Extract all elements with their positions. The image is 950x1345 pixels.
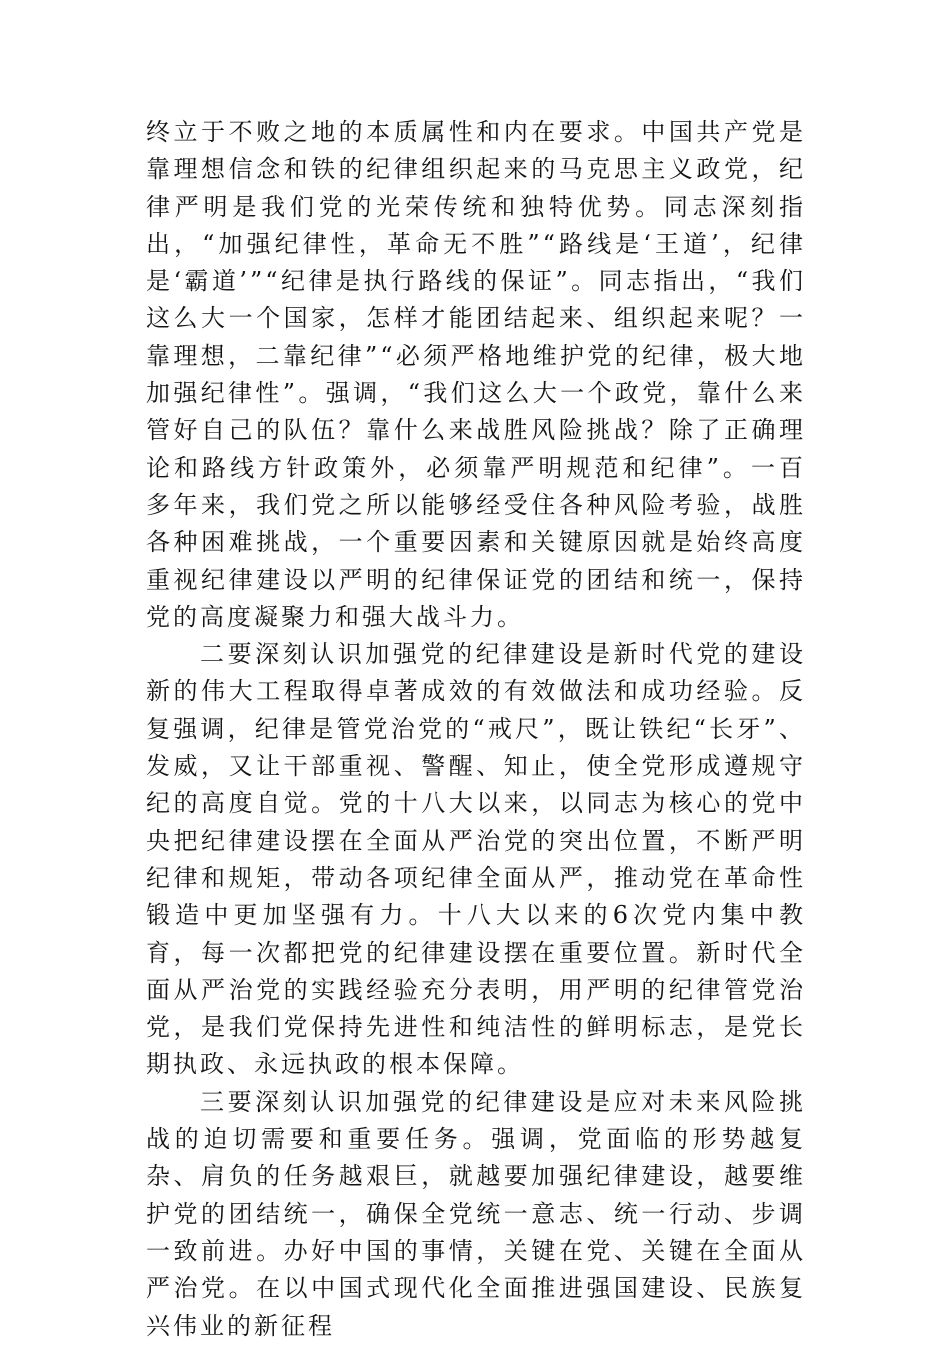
paragraph-2: 二要深刻认识加强党的纪律建设是新时代党的建设新的伟大工程取得卓著成效的有效做法和成功经验。反复强调，纪律是管党治党的“戒尺”，既让铁纪“长牙”、发威，又让干部重视、警醒、知止，使全党形成遵规守纪的高度自觉。党的十八大以来，以同志为核心的党中央把纪律建设摆在全面从严治党的突出位置，不断严明纪律和规矩，带动各项纪律全面从严，推动党在革命性锻造中更加坚强有力。十八大以来的6次党内集中教育，每一次都把党的纪律建设摆在重要位置。新时代全面从严治党的实践经验充分表明，用严明的纪律管党治党，是我们党保持先进性和纯洁性的鲜明标志，是党长期执政、永远执政的根本保障。 xyxy=(146,640,806,1079)
paragraph-3: 三要深刻认识加强党的纪律建设是应对未来风险挑战的迫切需要和重要任务。强调，党面临的形势越复杂、肩负的任务越艰巨，就越要加强纪律建设，越要维护党的团结统一，确保全党统一意志、统一行动、步调一致前进。办好中国的事情，关键在党、关键在全面从严治党。在以中国式现代化全面推进强国建设、民族复兴伟业的新征程 xyxy=(146,1087,806,1340)
document-body xyxy=(146,114,806,1345)
paragraph-1: 终立于不败之地的本质属性和内在要求。中国共产党是靠理想信念和铁的纪律组织起来的马克思主义政党，纪律严明是我们党的光荣传统和独特优势。同志深刻指出，“加强纪律性，革命无不胜”“路线是‘王道’，纪律是‘霸道’”“纪律是执行路线的保证”。同志指出，“我们这么大一个国家，怎样才能团结起来、组织起来呢？一靠理想，二靠纪律”“必须严格地维护党的纪律，极大地加强纪律性”。强调，“我们这么大一个政党，靠什么来管好自己的队伍？靠什么来战胜风险挑战？除了正确理论和路线方针政策外，必须靠严明规范和纪律”。一百多年来，我们党之所以能够经受住各种风险考验，战胜各种困难挑战，一个重要因素和关键原因就是始终高度重视纪律建设以严明的纪律保证党的团结和统一，保持党的高度凝聚力和强大战斗力。 xyxy=(146,118,806,631)
